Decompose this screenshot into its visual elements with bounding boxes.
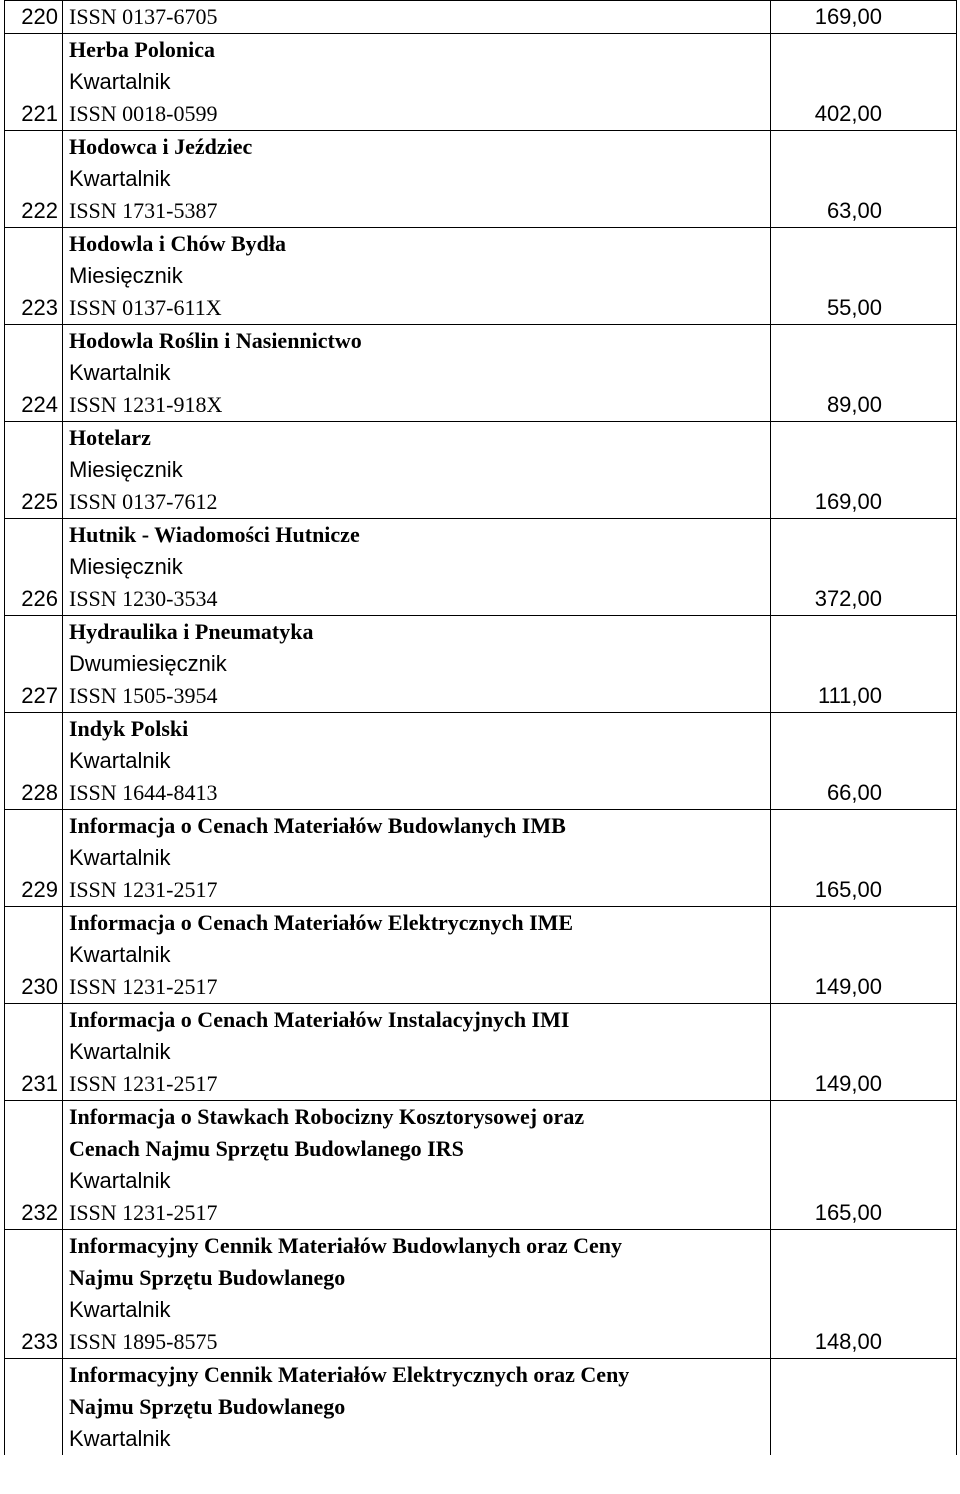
publication-cell bbox=[63, 325, 771, 422]
publication-title: Hotelarz bbox=[69, 425, 151, 450]
publication-title: Najmu Sprzętu Budowlanego bbox=[69, 1394, 346, 1419]
publication-frequency: Kwartalnik bbox=[69, 166, 171, 191]
publication-title: Hodowla Roślin i Nasiennictwo bbox=[69, 328, 362, 353]
table-row bbox=[5, 1101, 957, 1230]
table-row bbox=[5, 907, 957, 1004]
publication-frequency: Kwartalnik bbox=[69, 1426, 171, 1451]
publication-title: Informacja o Cenach Materiałów Elektrycznych IME bbox=[69, 910, 574, 935]
publication-issn: ISSN 1231-918X bbox=[69, 392, 223, 417]
publication-issn: ISSN 0137-611X bbox=[69, 295, 222, 320]
price-value: 169,00 bbox=[771, 422, 957, 519]
publication-frequency: Miesięcznik bbox=[69, 554, 183, 579]
publication-cell bbox=[63, 1, 771, 34]
publication-title: Informacyjny Cennik Materiałów Elektrycznych oraz Ceny bbox=[69, 1362, 630, 1387]
publication-issn: ISSN 1231-2517 bbox=[69, 877, 218, 902]
publication-issn: ISSN 1230-3534 bbox=[69, 586, 218, 611]
table-row bbox=[5, 1230, 957, 1359]
publication-frequency: Kwartalnik bbox=[69, 360, 171, 385]
table-row bbox=[5, 422, 957, 519]
publication-issn: ISSN 1231-2517 bbox=[69, 1071, 218, 1096]
price-value: 66,00 bbox=[771, 713, 957, 810]
price-value: 111,00 bbox=[771, 616, 957, 713]
row-number: 230 bbox=[5, 907, 63, 1004]
publication-frequency: Miesięcznik bbox=[69, 263, 183, 288]
row-number: 220 bbox=[5, 1, 63, 34]
price-value: 63,00 bbox=[771, 131, 957, 228]
publication-cell bbox=[63, 616, 771, 713]
publication-frequency: Kwartalnik bbox=[69, 942, 171, 967]
table-body bbox=[5, 1, 957, 1456]
publication-frequency: Miesięcznik bbox=[69, 457, 183, 482]
publication-cell bbox=[63, 1004, 771, 1101]
publication-cell bbox=[63, 1230, 771, 1359]
publication-title: Informacja o Cenach Materiałów Instalacyjnych IMI bbox=[69, 1007, 570, 1032]
table-row bbox=[5, 1359, 957, 1456]
publication-frequency: Kwartalnik bbox=[69, 1039, 171, 1064]
table-row bbox=[5, 34, 957, 131]
table-row bbox=[5, 616, 957, 713]
row-number: 227 bbox=[5, 616, 63, 713]
publication-frequency: Dwumiesięcznik bbox=[69, 651, 227, 676]
price-value: 372,00 bbox=[771, 519, 957, 616]
table-row bbox=[5, 1, 957, 34]
publication-issn: ISSN 1505-3954 bbox=[69, 683, 218, 708]
publication-issn: ISSN 1231-2517 bbox=[69, 1200, 218, 1225]
table-row bbox=[5, 810, 957, 907]
publication-cell bbox=[63, 907, 771, 1004]
table-row bbox=[5, 1004, 957, 1101]
publication-title: Cenach Najmu Sprzętu Budowlanego IRS bbox=[69, 1136, 464, 1161]
table-row bbox=[5, 325, 957, 422]
price-value: 89,00 bbox=[771, 325, 957, 422]
publication-cell bbox=[63, 422, 771, 519]
price-value bbox=[771, 1359, 957, 1456]
publication-title: Hydraulika i Pneumatyka bbox=[69, 619, 314, 644]
row-number: 225 bbox=[5, 422, 63, 519]
publication-title: Herba Polonica bbox=[69, 37, 216, 62]
publication-cell bbox=[63, 34, 771, 131]
publication-title: Informacja o Stawkach Robocizny Kosztorysowej oraz bbox=[69, 1104, 585, 1129]
publication-issn: ISSN 1731-5387 bbox=[69, 198, 218, 223]
row-number: 232 bbox=[5, 1101, 63, 1230]
price-value: 55,00 bbox=[771, 228, 957, 325]
row-number: 231 bbox=[5, 1004, 63, 1101]
table-row bbox=[5, 713, 957, 810]
publication-frequency: Kwartalnik bbox=[69, 845, 171, 870]
row-number: 229 bbox=[5, 810, 63, 907]
publication-cell bbox=[63, 810, 771, 907]
publication-cell bbox=[63, 228, 771, 325]
publication-frequency: Kwartalnik bbox=[69, 69, 171, 94]
publication-title: Indyk Polski bbox=[69, 716, 189, 741]
publication-cell bbox=[63, 131, 771, 228]
publication-issn: ISSN 1644-8413 bbox=[69, 780, 218, 805]
publication-frequency: Kwartalnik bbox=[69, 1297, 171, 1322]
publication-title: Hodowla i Chów Bydła bbox=[69, 231, 286, 256]
price-value: 165,00 bbox=[771, 1101, 957, 1230]
publication-title: Hodowca i Jeździec bbox=[69, 134, 253, 159]
publication-issn: ISSN 0137-7612 bbox=[69, 489, 218, 514]
publication-issn: ISSN 1895-8575 bbox=[69, 1329, 218, 1354]
publication-cell bbox=[63, 713, 771, 810]
row-number: 226 bbox=[5, 519, 63, 616]
publication-title: Informacyjny Cennik Materiałów Budowlanych oraz Ceny bbox=[69, 1233, 623, 1258]
publication-cell bbox=[63, 519, 771, 616]
publication-issn: ISSN 1231-2517 bbox=[69, 974, 218, 999]
row-number: 222 bbox=[5, 131, 63, 228]
publication-frequency: Kwartalnik bbox=[69, 1168, 171, 1193]
publication-issn: ISSN 0137-6705 bbox=[69, 4, 218, 29]
table-row bbox=[5, 131, 957, 228]
publication-frequency: Kwartalnik bbox=[69, 748, 171, 773]
row-number: 233 bbox=[5, 1230, 63, 1359]
publication-issn: ISSN 0018-0599 bbox=[69, 101, 218, 126]
price-value: 148,00 bbox=[771, 1230, 957, 1359]
publication-title: Informacja o Cenach Materiałów Budowlanych IMB bbox=[69, 813, 566, 838]
publication-title: Hutnik - Wiadomości Hutnicze bbox=[69, 522, 360, 547]
publication-cell bbox=[63, 1359, 771, 1456]
row-number: 224 bbox=[5, 325, 63, 422]
publication-title: Najmu Sprzętu Budowlanego bbox=[69, 1265, 346, 1290]
row-number: 228 bbox=[5, 713, 63, 810]
table-row bbox=[5, 519, 957, 616]
publication-price-table bbox=[4, 0, 957, 1455]
price-value: 169,00 bbox=[771, 1, 957, 34]
price-value: 149,00 bbox=[771, 1004, 957, 1101]
price-value: 149,00 bbox=[771, 907, 957, 1004]
price-value: 402,00 bbox=[771, 34, 957, 131]
publication-cell bbox=[63, 1101, 771, 1230]
table-row bbox=[5, 228, 957, 325]
price-value: 165,00 bbox=[771, 810, 957, 907]
row-number: 221 bbox=[5, 34, 63, 131]
row-number bbox=[5, 1359, 63, 1456]
row-number: 223 bbox=[5, 228, 63, 325]
